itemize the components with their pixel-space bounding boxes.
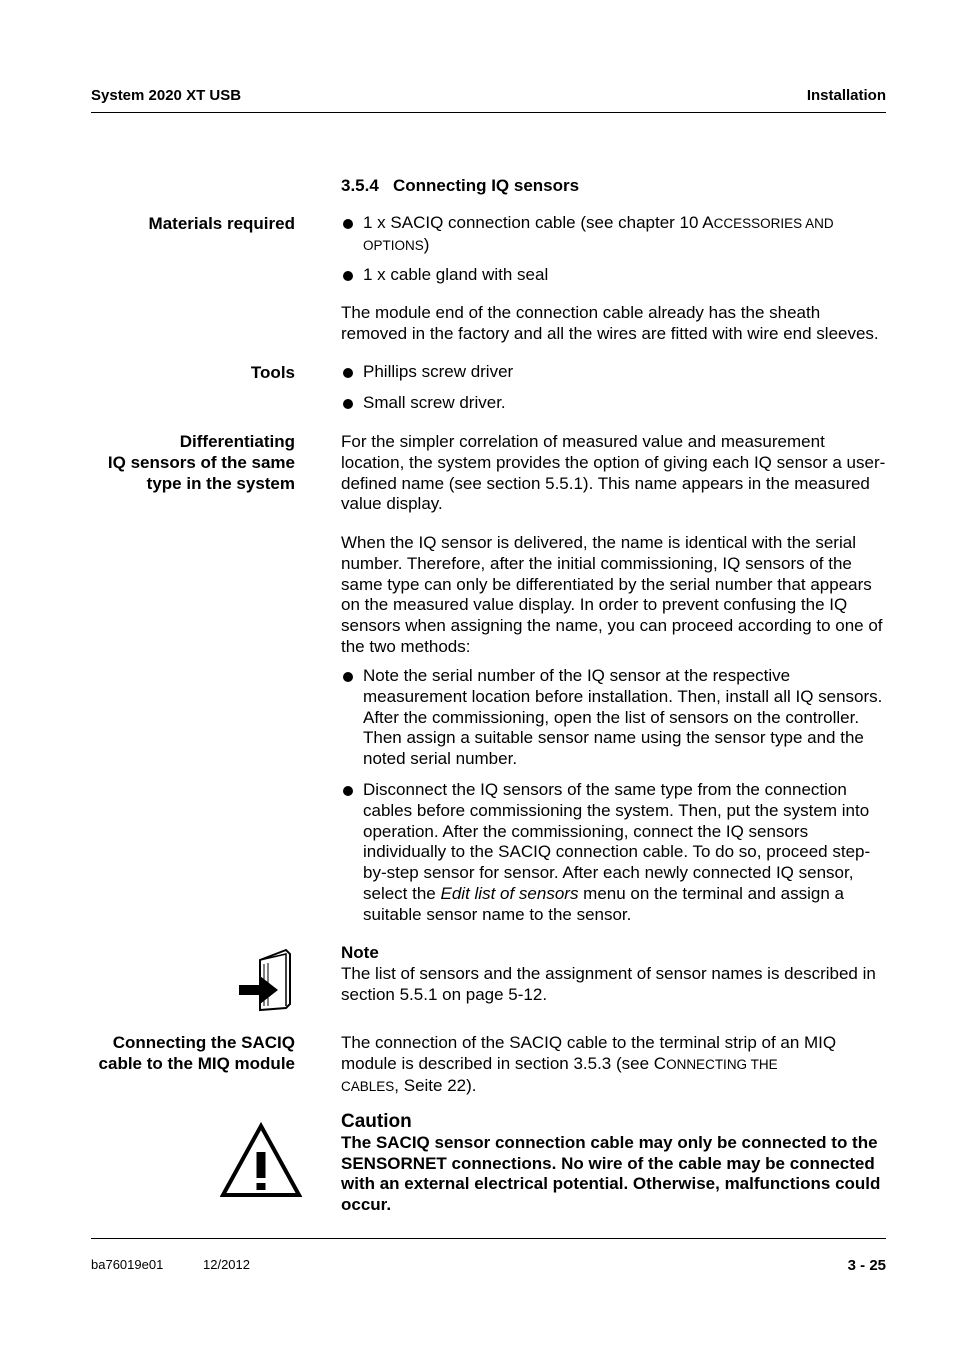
tools-item-2: Small screw driver. — [363, 393, 506, 412]
materials-item-2: 1 x cable gland with seal — [363, 265, 549, 284]
tools-item-1: Phillips screw driver — [363, 362, 514, 381]
bullet-icon — [343, 271, 353, 281]
bullet-icon — [343, 786, 353, 796]
connecting-label: Connecting the SACIQ cable to the MIQ module — [98, 1033, 295, 1073]
bullet-icon — [343, 219, 353, 229]
list-item — [341, 213, 889, 257]
list-item — [341, 780, 889, 926]
differentiating-para-1: For the simpler correlation of measured value and measurement location, the system provides the option of giving each IQ sensor a user-defined name (see section 5.5.1). This name appears in the measured value display. — [341, 432, 886, 514]
method-1: Note the serial number of the IQ sensor at the respective measurement location before installation. Then, install all IQ sensors. After the commissioning, open the list of sensors on the controller. Then assign a suitable sensor name using the sensor type and the noted serial number. — [363, 666, 883, 769]
page-number: 3 - 25 — [847, 1257, 886, 1274]
section-number: 3.5.4 — [341, 176, 379, 195]
materials-paragraph: The module end of the connection cable already has the sheath removed in the factory and all the wires are fitted with wire end sleeves. — [341, 303, 879, 343]
caution-block — [341, 1112, 889, 1216]
materials-label: Materials required — [148, 214, 295, 233]
header-left: System 2020 XT USB — [91, 87, 242, 104]
caution-title: Caution — [341, 1111, 412, 1132]
header-right: Installation — [806, 87, 886, 104]
caution-text: The SACIQ sensor connection cable may only be connected to the SENSORNET connections. No wire of the cable may be connected with an external electrical potential. Otherwise, malfunctions could occur. — [341, 1132, 881, 1215]
bullet-icon — [343, 368, 353, 378]
list-item — [341, 362, 889, 383]
differentiating-label: Differentiating IQ sensors of the same type in the system — [107, 432, 295, 493]
warning-triangle-icon — [220, 1122, 302, 1198]
note-text: The list of sensors and the assignment of sensor names is described in section 5.5.1 on page 5-12. — [341, 963, 876, 1004]
differentiating-para-2: When the IQ sensor is delivered, the name is identical with the serial number. Therefore, after the initial commissioning, IQ sensors of the same type can only be differentiated by the serial number that appears on the measured value display. In order to prevent confusing the IQ sensors when assigning the name, you can proceed according to one of the two methods: — [341, 533, 883, 656]
tools-label: Tools — [250, 363, 295, 382]
header-rule — [91, 112, 886, 113]
section-title: Connecting IQ sensors — [392, 176, 580, 195]
list-item — [341, 393, 889, 414]
method-2: Disconnect the IQ sensors of the same type from the connection cables before commissioning the system. Then, put the system into operation. After the commissioning, connect the IQ sensors individually to the SACIQ connection cable. To do so, proceed step-by-step sensor for sensor. After each newly connected IQ sensor, select the Edit list of sensors menu on the terminal and assign a suitable sensor name to the sensor. — [363, 780, 871, 924]
note-title: Note — [341, 943, 379, 962]
note-block — [341, 943, 889, 1005]
list-item — [341, 265, 889, 286]
list-item — [341, 666, 889, 770]
footer-rule — [91, 1238, 886, 1239]
section-heading — [341, 176, 579, 196]
connecting-text: The connection of the SACIQ cable to the terminal strip of an MIQ module is described in section 3.5.3 (see CONNECTING THE CABLES, Seite 22). — [341, 1033, 837, 1095]
bullet-icon — [343, 399, 353, 409]
bullet-icon — [343, 672, 353, 682]
book-arrow-icon — [236, 948, 296, 1014]
footer-doc-id: ba76019e01 — [91, 1257, 164, 1272]
materials-item-1: 1 x SACIQ connection cable (see chapter 10 ACCESSORIES AND OPTIONS) — [363, 213, 834, 254]
footer-date: 12/2012 — [203, 1257, 250, 1272]
